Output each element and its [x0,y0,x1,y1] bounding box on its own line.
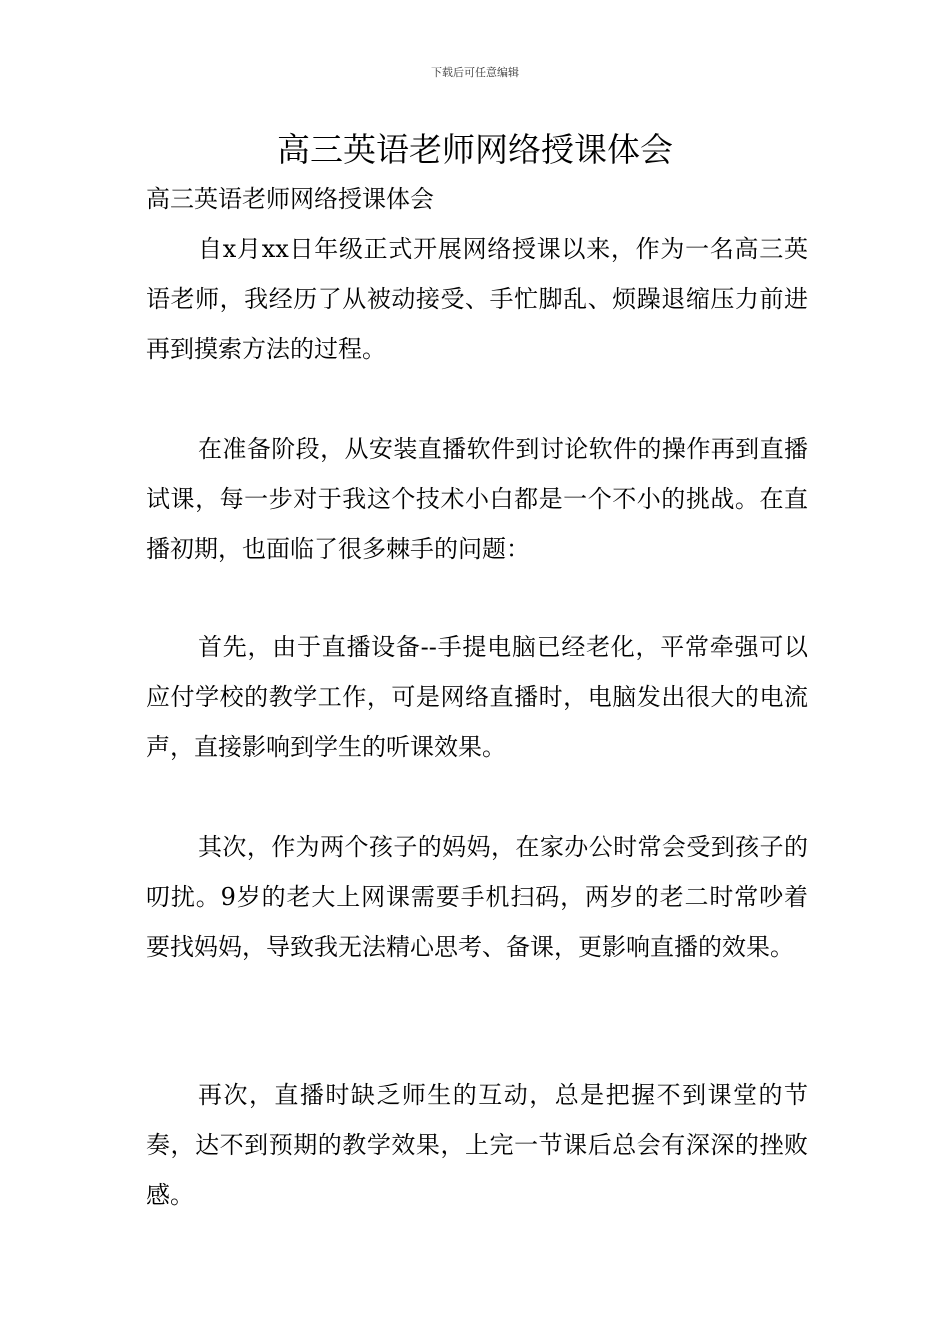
document-title: 高三英语老师网络授课体会 [277,130,673,169]
body-paragraph-5: 再次，直播时缺乏师生的互动，总是把握不到课堂的节奏，达不到预期的教学效果，上完一节课后总会有深深的挫败感。 [146,1081,808,1209]
body-paragraph-2: 在准备阶段，从安装直播软件到讨论软件的操作再到直播试课，每一步对于我这个技术小白都是一个不小的挑战。在直播初期，也面临了很多棘手的问题： [146,435,808,563]
header-note: 下载后可任意编辑 [431,66,519,79]
document-subtitle: 高三英语老师网络授课体会 [146,185,434,213]
body-paragraph-1: 自x月xx日年级正式开展网络授课以来，作为一名高三英语老师，我经历了从被动接受、手忙脚乱、烦躁退缩压力前进再到摸索方法的过程。 [146,235,808,363]
body-paragraph-3: 首先，由于直播设备--手提电脑已经老化，平常牵强可以应付学校的教学工作，可是网络直播时，电脑发出很大的电流声，直接影响到学生的听课效果。 [146,633,808,761]
body-paragraph-4: 其次，作为两个孩子的妈妈，在家办公时常会受到孩子的叨扰。9岁的老大上网课需要手机扫码，两岁的老二时常吵着要找妈妈，导致我无法精心思考、备课，更影响直播的效果。 [146,833,808,961]
